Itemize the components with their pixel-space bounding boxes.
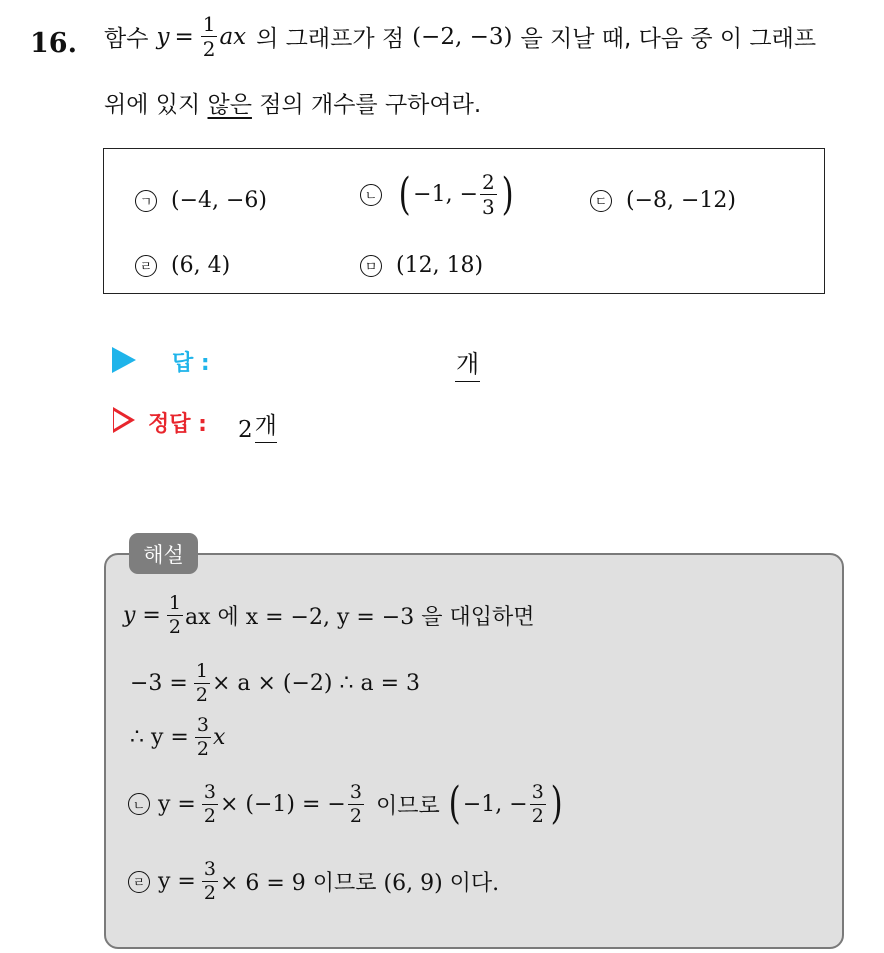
- sol-l4-num2: 3: [349, 780, 362, 803]
- problem-prefix: 함수: [104, 26, 149, 52]
- correct-answer: [238, 407, 277, 443]
- answer-label: 답 :: [172, 351, 210, 376]
- outline-arrow-icon: [113, 407, 135, 433]
- sol-l5-num: 3: [203, 858, 216, 880]
- sol-l4-den3: 2: [531, 804, 544, 827]
- problem-middle: 의 그래프가 점: [256, 26, 405, 52]
- sol-l4-c: 이므로: [375, 793, 440, 819]
- sol-paren-right-icon: ): [550, 778, 563, 829]
- fn-numerator: 1: [202, 12, 216, 36]
- problem-line-2: [104, 86, 481, 119]
- sol-l2-num: 1: [195, 660, 208, 682]
- problem-suffix: 을 지날 때, 다음 중 이 그래프: [520, 26, 817, 52]
- correct-unit: 개: [255, 407, 277, 443]
- sol-l1-a: y =: [123, 603, 161, 628]
- sol-l5-fraction: [202, 860, 218, 903]
- line2-underlined: 않은: [207, 92, 252, 118]
- correct-value: 2: [238, 417, 253, 443]
- sol-l4-b: × (−1) = −: [219, 791, 346, 817]
- sol-l2-fraction: [194, 662, 210, 705]
- sol-l3-num: 3: [196, 714, 209, 736]
- option-1-value: (−4, −6): [171, 188, 268, 213]
- play-arrow-icon: [112, 347, 136, 373]
- sol-l2-b: × a × (−2) ∴ a = 3: [211, 671, 421, 696]
- option-3: [590, 188, 736, 213]
- option-5: [360, 253, 483, 278]
- sol-l4-den1: 2: [203, 804, 216, 827]
- solution-line-2: [130, 662, 420, 705]
- option-2-denominator: 3: [482, 195, 495, 219]
- sol-l4-num3: 3: [531, 780, 544, 803]
- sol-l1-b: ax 에 x = −2, y = −3 을 대입하면: [184, 605, 535, 630]
- sol-l4-num1: 3: [203, 780, 216, 803]
- fn-eq: =: [174, 23, 194, 50]
- sol-paren-left-icon: (: [448, 778, 461, 829]
- option-3-value: (−8, −12): [626, 188, 737, 213]
- sol-l2-a: −3 =: [130, 671, 188, 696]
- solution-line-4: [128, 778, 565, 829]
- option-2-fraction: [480, 172, 497, 217]
- sol-l3-den: 2: [196, 738, 209, 760]
- marker-giyeok-icon: ㄱ: [135, 190, 157, 212]
- solution-line-3: [130, 716, 225, 759]
- option-2-numerator: 2: [482, 170, 495, 194]
- solution-line-1: [123, 594, 535, 637]
- problem-point: (−2, −3): [412, 23, 513, 50]
- marker-rieul-icon: ㄹ: [135, 255, 157, 277]
- sol-l5-b: × 6 = 9 이므로 (6, 9) 이다.: [219, 871, 500, 896]
- sol-l1-fraction: [167, 594, 183, 637]
- answer-unit: 개: [455, 344, 480, 382]
- paren-left-icon: (: [398, 168, 411, 220]
- sol-l4-den2: 2: [349, 804, 362, 827]
- sol-marker-nieun-icon: ㄴ: [128, 793, 150, 815]
- sol-l5-a: y =: [158, 869, 196, 894]
- sol-l5-den: 2: [203, 882, 216, 904]
- option-2-prefix: −1, −: [413, 182, 479, 207]
- sol-l4-fraction-1: [202, 780, 218, 827]
- problem-number: 16.: [30, 28, 77, 59]
- fn-denominator: 2: [202, 37, 216, 61]
- problem-line-1: [104, 14, 816, 59]
- option-2: [360, 168, 516, 220]
- option-5-value: (12, 18): [396, 253, 484, 278]
- fn-ax: ax: [219, 23, 247, 50]
- sol-l3-b: x: [212, 725, 226, 750]
- paren-right-icon: ): [501, 168, 514, 220]
- line2-suffix: 점의 개수를 구하여라.: [259, 92, 482, 118]
- marker-digeut-icon: ㄷ: [590, 190, 612, 212]
- sol-marker-rieul-icon: ㄹ: [128, 871, 150, 893]
- sol-l1-den: 2: [168, 616, 181, 638]
- line2-prefix: 위에 있지: [104, 92, 201, 118]
- solution-tab: 해설: [129, 533, 198, 574]
- sol-l1-num: 1: [168, 592, 181, 614]
- sol-l4-d: −1, −: [462, 791, 528, 817]
- sol-l4-fraction-3: [530, 780, 546, 827]
- correct-label: 정답 :: [148, 412, 207, 437]
- option-1: [135, 188, 267, 213]
- marker-nieun-icon: ㄴ: [360, 184, 382, 206]
- sol-l2-den: 2: [195, 684, 208, 706]
- fn-fraction: [201, 14, 218, 59]
- sol-l4-fraction-2: [348, 780, 364, 827]
- solution-line-5: [128, 860, 499, 903]
- sol-l3-fraction: [195, 716, 211, 759]
- fn-y: y: [156, 23, 170, 50]
- marker-mieum-icon: ㅁ: [360, 255, 382, 277]
- sol-l3-a: ∴ y =: [130, 725, 189, 750]
- sol-l4-a: y =: [158, 791, 196, 817]
- option-4-value: (6, 4): [171, 253, 231, 278]
- option-4: [135, 253, 230, 278]
